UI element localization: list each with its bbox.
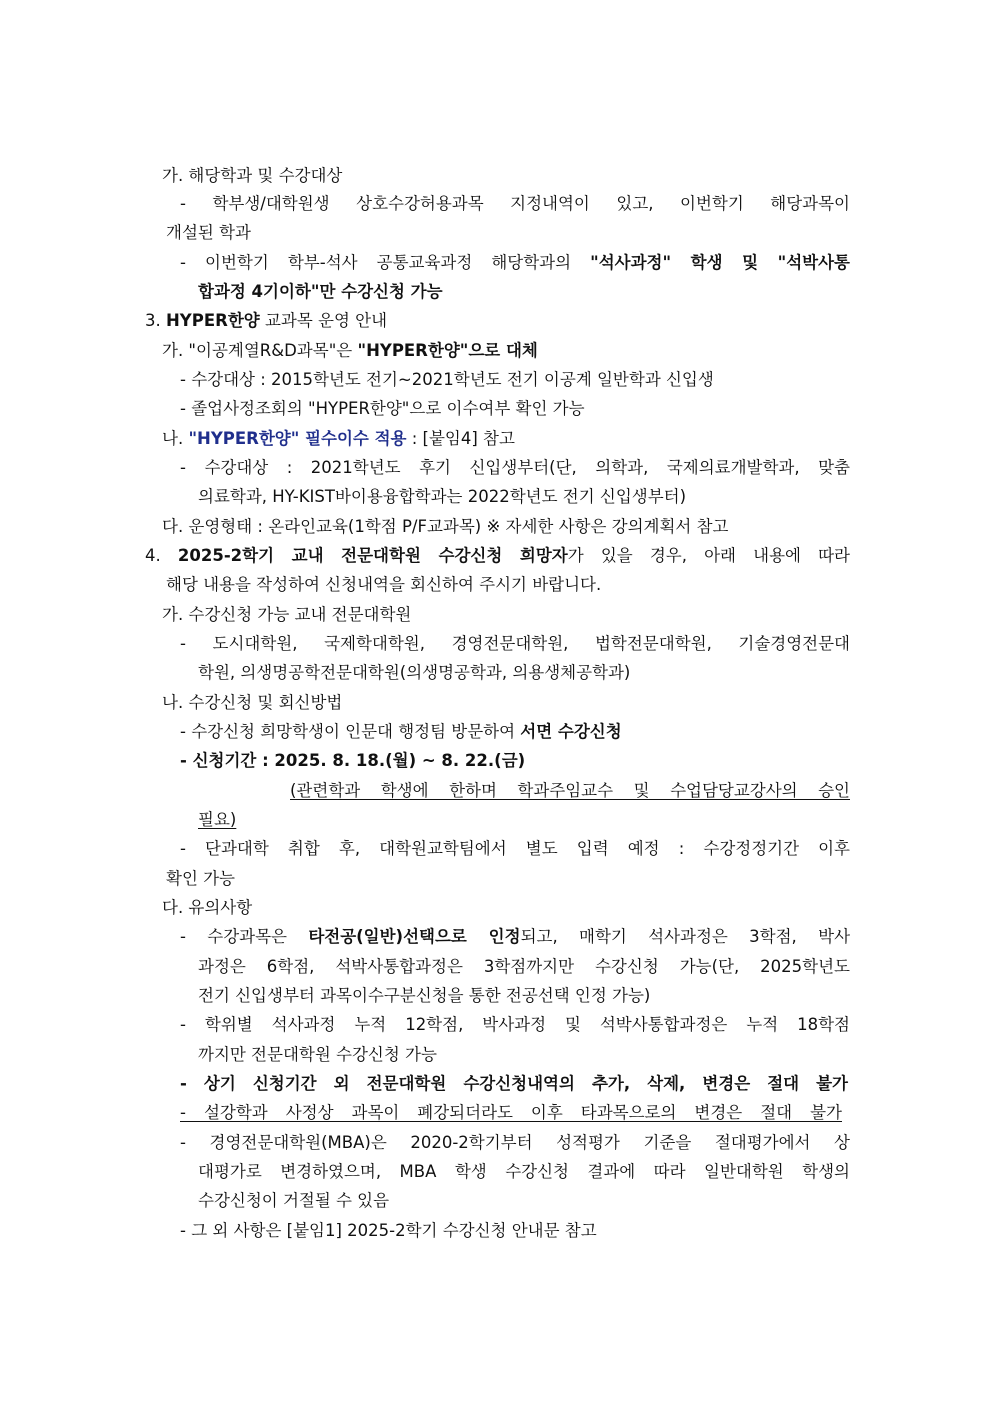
heading-da-format: 다. 운영형태 : 온라인교육(1학점 P/F교과목) ※ 자세한 사항은 강의계획서 참고 bbox=[162, 517, 729, 536]
text-line: 확인 가능 bbox=[166, 869, 236, 888]
text-line: 과정은 6학점, 석박사통합과정은 3학점까지만 수강신청 가능(단, 2025학년도 bbox=[198, 957, 850, 976]
text-line: - 이번학기 학부-석사 공통교육과정 해당학과의 "석사과정" 학생 및 "석박사통 bbox=[180, 253, 850, 272]
text-line: 합과정 4기이하"만 수강신청 가능 bbox=[198, 282, 443, 301]
text-line: - 도시대학원, 국제학대학원, 경영전문대학원, 법학전문대학원, 기술경영전문대 bbox=[180, 634, 850, 653]
heading-na-hyper-required: 나. "HYPER한양" 필수이수 적용 : [붙임4] 참고 bbox=[162, 429, 515, 448]
text-line: - 수강대상 : 2015학년도 전기~2021학년도 전기 이공계 일반학과 신입생 bbox=[180, 370, 714, 389]
heading-na-method: 나. 수강신청 및 회신방법 bbox=[162, 693, 343, 712]
heading-ga-hyper: 가. "이공계열R&D과목"은 "HYPER한양"으로 대체 bbox=[162, 341, 538, 360]
heading-ga-schools: 가. 수강신청 가능 교내 전문대학원 bbox=[162, 605, 412, 624]
text-line: 개설된 학과 bbox=[166, 223, 251, 242]
text-line: 해당 내용을 작성하여 신청내역을 회신하여 주시기 바랍니다. bbox=[166, 575, 602, 594]
text-line: - 수강대상 : 2021학년도 후기 신입생부터(단, 의학과, 국제의료개발학과, 맞춤 bbox=[180, 458, 850, 477]
text-line: 까지만 전문대학원 수강신청 가능 bbox=[198, 1045, 437, 1064]
text-line: - 경영전문대학원(MBA)은 2020-2학기부터 성적평가 기준을 절대평가에서 상 bbox=[180, 1133, 850, 1152]
text-line: - 수강과목은 타전공(일반)선택으로 인정되고, 매학기 석사과정은 3학점, 박사 bbox=[180, 927, 851, 946]
text-line: - 수강신청 희망학생이 인문대 행정팀 방문하여 서면 수강신청 bbox=[180, 722, 622, 741]
text-line: - 학위별 석사과정 누적 12학점, 박사과정 및 석박사통합과정은 누적 18학점 bbox=[180, 1015, 850, 1034]
text-line: - 그 외 사항은 [붙임1] 2025-2학기 수강신청 안내문 참고 bbox=[180, 1221, 597, 1240]
text-line: - 졸업사정조회의 "HYPER한양"으로 이수여부 확인 가능 bbox=[180, 399, 585, 418]
text-line: 의료학과, HY-KIST바이용융합학과는 2022학년도 전기 신입생부터) bbox=[198, 487, 687, 506]
text-line: - 상기 신청기간 외 전문대학원 수강신청내역의 추가, 삭제, 변경은 절대 불가 bbox=[180, 1074, 848, 1093]
application-period: - 신청기간 : 2025. 8. 18.(월) ~ 8. 22.(금) bbox=[180, 751, 526, 770]
text-line: 수강신청이 거절될 수 있음 bbox=[198, 1191, 390, 1210]
text-line: 학원, 의생명공학전문대학원(의생명공학과, 의용생체공학과) bbox=[198, 663, 631, 682]
section-4-heading: 4. 2025-2학기 교내 전문대학원 수강신청 희망자가 있을 경우, 아래 내용에 따라 bbox=[145, 546, 850, 565]
text-line: - 단과대학 취합 후, 대학원교학팀에서 별도 입력 예정 : 수강정정기간 이후 bbox=[180, 839, 850, 858]
heading-da-notes: 다. 유의사항 bbox=[162, 898, 253, 917]
text-line: (관련학과 학생에 한하며 학과주임교수 및 수업담당교강사의 승인 bbox=[290, 781, 850, 800]
heading-ga-department: 가. 해당학과 및 수강대상 bbox=[162, 166, 343, 185]
text-line: - 학부생/대학원생 상호수강허용과목 지정내역이 있고, 이번학기 해당과목이 bbox=[180, 194, 850, 213]
text-line: 대평가로 변경하였으며, MBA 학생 수강신청 결과에 따라 일반대학원 학생의 bbox=[198, 1162, 850, 1181]
text-line: - 설강학과 사정상 과목이 폐강되더라도 이후 타과목으로의 변경은 절대 불가 bbox=[180, 1103, 842, 1122]
text-line: 필요) bbox=[198, 810, 237, 829]
section-3-heading: 3. HYPER한양 교과목 운영 안내 bbox=[145, 311, 388, 330]
text-line: 전기 신입생부터 과목이수구분신청을 통한 전공선택 인정 가능) bbox=[198, 986, 651, 1005]
